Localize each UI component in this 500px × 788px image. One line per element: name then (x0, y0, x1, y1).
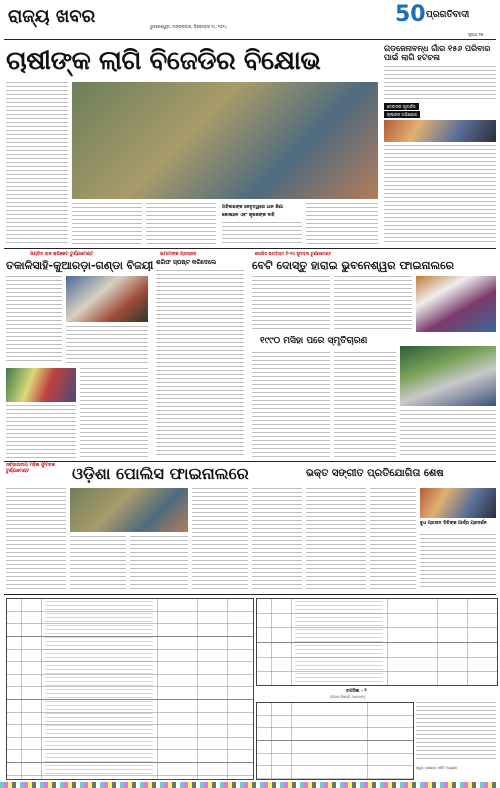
photo-caption-1: ଅବିନାଶଙ୍କ ନେତୃତ୍ୱରେ ଧାନ କିଣା (222, 205, 284, 210)
paper-name: ପ୍ରଗତିବାଦୀ (426, 10, 470, 20)
lead-body-col1 (6, 82, 68, 244)
right-top-photo (384, 120, 496, 142)
bottom-body-6 (306, 488, 366, 590)
right-top-sub1: ଦେବୀଙ୍କ ପୂଜାର୍ଚ୍ଚନା (384, 103, 419, 110)
bottom-body-5 (252, 488, 302, 590)
bottom-body-7 (370, 488, 416, 590)
table-mid-note: (ନିଲାମ ବିଜ୍ଞପ୍ତି ଆବେଦନ) (330, 695, 366, 699)
right-top-body2 (384, 145, 496, 244)
sports-body-1 (6, 276, 62, 364)
page-label: ପୃଷ୍ଠା ୧୭ (468, 32, 484, 37)
lead-photo (72, 82, 378, 199)
bottom-body-4 (192, 488, 248, 590)
tender-table-left (6, 598, 254, 780)
section-divider-3 (4, 594, 496, 595)
lead-body-col5 (306, 203, 378, 244)
signature: ସ୍ୱା/- ପଞ୍ଚାୟତ ସମିତି ଅଧ୍ୟକ୍ଷ (416, 766, 457, 770)
masthead (0, 0, 500, 40)
right-headline: ବେଟି ଦୋସ୍ତୁ ହାରାଇ ଭୁବନେଶ୍ୱର ଫାଇନାଲରେ (252, 259, 454, 272)
sports-photo-1 (66, 276, 148, 322)
sports-headline: ତକାଳିସାହି-କୁଆରଡ଼ା-ଗଣ୍ଡା ବିଜୟୀ (6, 259, 154, 272)
right-top-sub2: ଚାଷୀଙ୍କ ଅଭିଯୋଗ (384, 111, 420, 118)
lead-body-col4 (222, 222, 302, 244)
bottom-body-2 (70, 536, 126, 590)
masthead-rule (4, 39, 496, 40)
right-body-5 (400, 410, 496, 458)
bottom-body-1 (6, 488, 66, 590)
sports-photo-2 (6, 368, 76, 402)
right-photo-1 (416, 276, 496, 332)
right-top-headline: ଗଡ଼ଜେନାବନ୍ଧ ଗାଁର ୧୫୬ ପରିବାର ପାଇଁ ଲାଗି ହଟଚଳା (384, 44, 491, 62)
right-body-4 (334, 352, 396, 458)
sports-body-4 (6, 405, 76, 458)
right-kicker: ପୋଲିସ ଷ୍ଟାଡ଼ିୟମ ଟି-୧୦ ଫୁଟବଲ ଟୁର୍ଣ୍ଣାମେଣ୍ଟ (255, 251, 332, 256)
mid-body (156, 270, 244, 458)
photo-caption-2: କୋଳାହଳ ଏବଂ କୃଷକଙ୍କ ଦାବି (222, 213, 275, 218)
table-mid-title: ତପସିଲ - ୨ (346, 689, 367, 694)
section-title: ରାଜ୍ୟ ଖବର (8, 6, 96, 27)
section-divider-2 (4, 461, 496, 462)
logo-number: 50 (395, 2, 426, 27)
right-body-3 (252, 352, 330, 458)
notice-body (416, 702, 496, 762)
sports-kicker: ପଣ୍ଡିତ ରାଜ କ୍ରିକେଟ ଟୁର୍ଣ୍ଣାମେଣ୍ଟ (30, 252, 94, 257)
dateline: ଭୁବନେଶ୍ୱର, ମଙ୍ଗଳବାର, ଡିସେମ୍ବର ୨୯, ୨୦୨୪ (150, 24, 228, 29)
tender-table-right (256, 598, 498, 686)
bottom-right-sub: ବୁଧ ପ୍ରସାଦ ଡିବିଙ୍କ ଆର୍ଦ୍ର ପ୍ରଦର୍ଶନ (420, 521, 487, 526)
bottom-kicker: ସର୍ବଭାରତୀୟ ମହିଳା ଫୁଟବଲ ଟୁର୍ଣ୍ଣାମେଣ୍ଟ (6, 463, 56, 474)
right-photo-2 (400, 346, 496, 406)
bottom-headline: ଓଡ଼ିଶା ପୋଲିସ ଫାଇନାଲରେ (72, 464, 249, 483)
mid-kicker: ଇମାମଙ୍କ ପ୍ରସ୍ତାବ (160, 252, 197, 257)
right-body-2 (334, 276, 412, 332)
right-body-1 (252, 276, 330, 332)
right-top-body (384, 66, 496, 100)
mid-headline: ଶରିଫ ସ୍ପଷ୍ଟ କରିଦେଲେ (156, 259, 217, 266)
bottom-body-8 (420, 534, 496, 590)
print-marks (0, 782, 500, 788)
bottom-photo-1 (70, 488, 188, 532)
tender-table-right-2 (256, 702, 414, 780)
lead-headline: ଚାଷୀଙ୍କ ଲାଗି ବିଜେଡିର ବିକ୍ଷୋଭ (6, 46, 321, 76)
bottom-photo-2 (420, 488, 496, 518)
lead-body-col3 (146, 203, 216, 244)
section-divider-1 (4, 248, 496, 249)
sports-body-3 (80, 368, 148, 458)
bottom-body-3 (130, 536, 188, 590)
right-subhead: ୧୯୯୦ ମସିହା ପରେ ସ୍ମୃତିଚାରଣ (260, 336, 368, 346)
bottom-right-headline: ଭକ୍ତ ସଙ୍ଗୀତ ପ୍ରତିଯୋଗିତା ଶେଷ (306, 468, 444, 479)
lead-body-col2 (72, 203, 142, 244)
sports-body-2 (66, 326, 148, 364)
